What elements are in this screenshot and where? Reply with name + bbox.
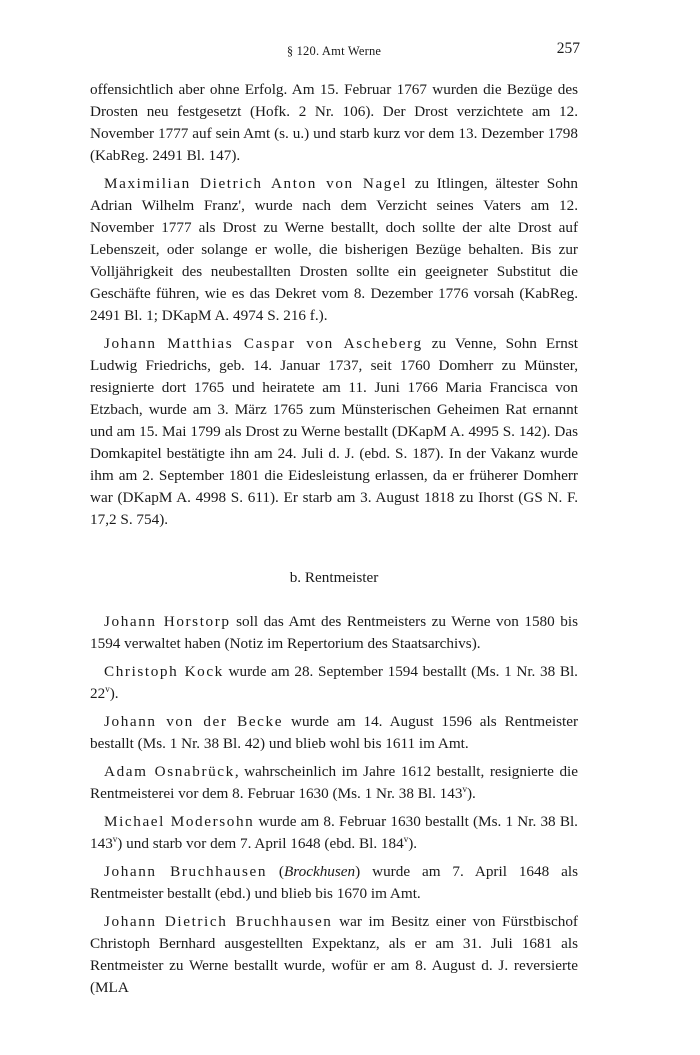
person-name: Johann Bruchhausen	[104, 863, 268, 880]
verso-mark: v	[403, 833, 409, 844]
entry-bruchhausen: Johann Bruchhausen (Brockhusen) wurde am 7. April 1648 als Rentmeister bestallt (ebd.) und blieb bis 1670 im Amt.	[90, 863, 578, 902]
page-number: 257	[556, 40, 580, 57]
running-title: § 120. Amt Werne	[286, 44, 382, 58]
paragraph-drost-nagel: Maximilian Dietrich Anton von Nagel zu Itlingen, ältester Sohn Adrian Wilhelm Franz', wurde nach dem Verzicht seines Vaters am 12. November 1777 als Drost zu Werne bestallt, doch sollte der alte Drost auf Lebenszeit, oder solange er wolle, die bisherigen Bezüge behalten. Bis zur Volljährigkeit des neubestallten Drosten sollte ein geeigneter Substitut die Geschäfte führen, wie es das Dekret vom 8. Dezember 1776 vorsah (KabReg. 2491 Bl. 1; DKapM A. 4974 S. 216 f.).	[90, 175, 578, 324]
verso-mark: v	[112, 833, 118, 844]
entry-kock: Christoph Kock wurde am 28. September 1594 bestallt (Ms. 1 Nr. 38 Bl. 22$^v$).	[90, 663, 578, 702]
person-name: Johann Horstorp	[104, 613, 231, 630]
person-name: Adam Osnabrück	[104, 763, 235, 780]
person-name: Johann Matthias Caspar von Ascheberg	[104, 335, 423, 352]
person-name: Johann Dietrich Bruchhausen	[104, 913, 333, 930]
name-variant: Brockhusen	[284, 863, 356, 880]
entry-becke: Johann von der Becke wurde am 14. August 1596 als Rentmeister bestallt (Ms. 1 Nr. 38 Bl. 42) und blieb wohl bis 1611 im Amt.	[90, 713, 578, 752]
person-name: Maximilian Dietrich Anton von Nagel	[104, 175, 408, 192]
section-heading: b. Rentmeister	[289, 569, 379, 586]
person-name: Christoph Kock	[104, 663, 224, 680]
body-text	[90, 79, 578, 1005]
entry-horstorp: Johann Horstorp soll das Amt des Rentmeisters zu Werne von 1580 bis 1594 verwaltet haben (Notiz im Repertorium des Staatsarchivs).	[90, 613, 578, 652]
entry-dietrich-bruchhausen: Johann Dietrich Bruchhausen war im Besitz einer von Fürstbischof Christoph Bernhard ausgestellten Expektanz, als er am 31. Juli 1681 als Rentmeister zu Werne bestallt wurde, wofür er am 8. August d. J. reversierte (MLA	[90, 913, 578, 996]
paragraph-drost-ascheberg: Johann Matthias Caspar von Ascheberg zu Venne, Sohn Ernst Ludwig Friedrichs, geb. 14. Januar 1737, seit 1760 Domherr zu Münster, resignierte dort 1765 und heiratete am 11. Juni 1766 Maria Francisca von Etzbach, wurde am 3. März 1765 zum Münsterischen Geheimen Rat ernannt und am 15. Mai 1799 als Drost zu Werne bestallt (DKapM A. 4995 S. 142). Das Domkapitel bestätigte ihn am 24. Juli d. J. (ebd. S. 187). In der Vakanz wurde ihm am 2. September 1801 die Eidesleistung erlassen, da er früherer Domherr war (DKapM A. 4998 S. 611). Er starb am 3. August 1818 zu Ihorst (GS N. F. 17,2 S. 754).	[90, 335, 578, 528]
person-name: Michael Modersohn	[104, 813, 255, 830]
person-name: Johann von der Becke	[104, 713, 284, 730]
paragraph-continuation: offensichtlich aber ohne Erfolg. Am 15. Februar 1767 wurden die Bezüge des Drosten neu festgesetzt (Hofk. 2 Nr. 106). Der Drost verzichtete am 12. November 1777 auf sein Amt (s. u.) und starb kurz vor dem 13. Dezember 1798 (KabReg. 2491 Bl. 147).	[90, 81, 578, 164]
verso-mark: v	[462, 783, 467, 794]
verso-mark: v	[105, 683, 110, 694]
entry-modersohn: Michael Modersohn wurde am 8. Februar 1630 bestallt (Ms. 1 Nr. 38 Bl. 143$^v$) und starb vor dem 7. April 1648 (ebd. Bl. 184$^v$).	[90, 813, 578, 852]
entry-osnabrueck: Adam Osnabrück, wahrscheinlich im Jahre 1612 bestallt, resignierte die Rentmeisterei vor dem 8. Februar 1630 (Ms. 1 Nr. 38 Bl. 143$^v$).	[90, 763, 578, 802]
